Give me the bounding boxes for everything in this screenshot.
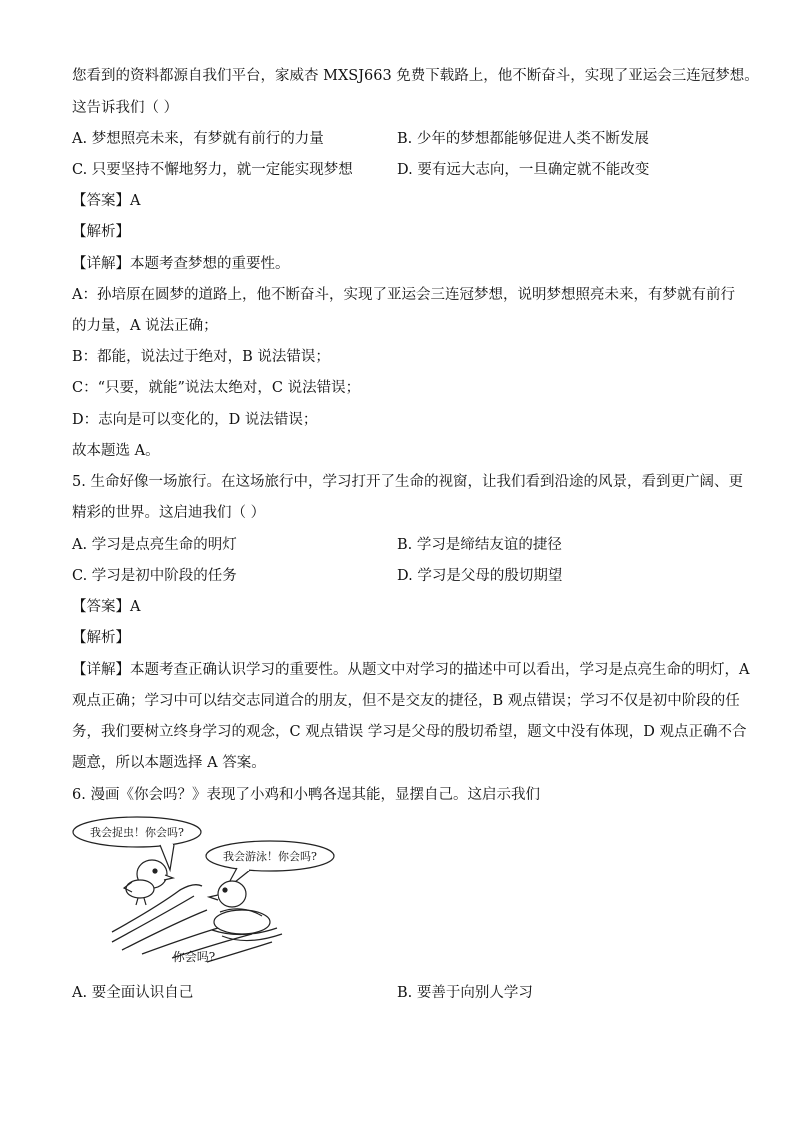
q5-detail-1: 【详解】本题考查正确认识学习的重要性。从题文中对学习的描述中可以看出，学习是点亮生命的明灯，A (72, 662, 750, 678)
q5-stem-line1: 5. 生命好像一场旅行。在这场旅行中，学习打开了生命的视窗，让我们看到沿途的风景，看到更广阔、更 (72, 474, 743, 490)
q4-option-b: B. 少年的梦想都能够促进人类不断发展 (397, 131, 649, 147)
q4-option-d: D. 要有远大志向，一旦确定就不能改变 (397, 162, 650, 178)
q5-option-a: A. 学习是点亮生命的明灯 (72, 537, 237, 553)
q4-explain-d: D：志向是可以变化的，D 说法错误； (72, 412, 318, 428)
q4-answer: 【答案】A (72, 193, 141, 209)
q5-analysis-label: 【解析】 (72, 630, 130, 646)
q4-explain-b: B：都能，说法过于绝对，B 说法错误； (72, 349, 330, 365)
comic-illustration (72, 812, 342, 972)
comic-caption: 你会吗? (172, 950, 216, 964)
q4-detail: 【详解】本题考查梦想的重要性。 (72, 256, 290, 272)
q5-detail-4: 题意，所以本题选择 A 答案。 (72, 755, 266, 771)
q4-explain-c: C：“只要，就能”说法太绝对，C 说法错误； (72, 380, 361, 396)
q5-option-c: C. 学习是初中阶段的任务 (72, 568, 237, 584)
q4-analysis-label: 【解析】 (72, 224, 130, 240)
q5-answer: 【答案】A (72, 599, 141, 615)
q4-stem-line1: 您看到的资料都源自我们平台，家威杏 MXSJ663 免费下载路上，他不断奋斗，实现了亚运会三连冠梦想。 (72, 68, 759, 84)
q4-option-c: C. 只要坚持不懈地努力，就一定能实现梦想 (72, 162, 353, 178)
chick-bubble-text: 我会捉虫！你会吗? (90, 826, 184, 839)
duck-figure (209, 881, 282, 941)
q6-option-b: B. 要善于向别人学习 (397, 985, 533, 1001)
q5-option-d: D. 学习是父母的殷切期望 (397, 568, 563, 584)
q4-explain-a-1: A：孙培原在圆梦的道路上，他不断奋斗，实现了亚运会三连冠梦想，说明梦想照亮未来，有梦就有前行 (72, 287, 735, 303)
q5-detail-2: 观点正确；学习中可以结交志同道合的朋友，但不是交友的捷径，B 观点错误；学习不仅是初中阶段的任 (72, 693, 740, 709)
q5-option-b: B. 学习是缔结友谊的捷径 (397, 537, 562, 553)
chick-speech-bubble (73, 817, 201, 870)
q6-stem: 6. 漫画《你会吗？》表现了小鸡和小鸭各逞其能，显摆自己。这启示我们 (72, 787, 540, 803)
q4-stem-line2: 这告诉我们（ ） (72, 100, 179, 116)
q4-explain-a-2: 的力量，A 说法正确； (72, 318, 218, 334)
q5-detail-3: 务，我们要树立终身学习的观念，C 观点错误 学习是父母的殷切希望，题文中没有体现，D 观点正确不合 (72, 724, 747, 740)
q4-conclusion: 故本题选 A。 (72, 443, 160, 459)
q4-option-a: A. 梦想照亮未来，有梦就有前行的力量 (72, 131, 324, 147)
q6-option-a: A. 要全面认识自己 (72, 985, 194, 1001)
q5-stem-line2: 精彩的世界。这启迪我们（ ） (72, 505, 266, 521)
duck-bubble-text: 我会游泳！你会吗? (223, 850, 317, 863)
chick-figure (124, 860, 173, 905)
